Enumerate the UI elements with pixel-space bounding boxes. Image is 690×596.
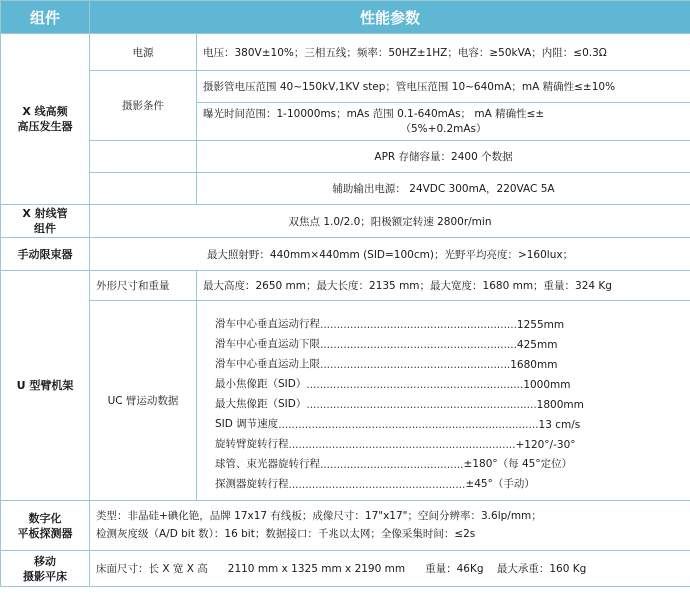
collimator-name: 手动限束器 [1, 238, 90, 271]
header-performance: 性能参数 [90, 1, 690, 34]
aux-label-empty [90, 173, 197, 205]
collimator-row [1, 238, 690, 271]
header-component: 组件 [1, 1, 90, 34]
xray-tube-value: 双焦点 1.0/2.0；阳极额定转速 2800r/min [90, 205, 690, 238]
motion-item: 探测器旋转行程 ..................................................... ±45°（手动） [215, 477, 535, 491]
apr-row [1, 141, 690, 173]
aux-power-value: 辅助输出电源： 24VDC 300mA，220VAC 5A [197, 173, 690, 205]
detector-name: 数字化 平板探测器 [1, 501, 90, 551]
detector-row [1, 501, 690, 551]
xray-tube-name: X 射线管 组件 [1, 205, 90, 238]
motion-item: 滑车中心垂直运动下限 ........................................................... 425mm [215, 337, 558, 351]
apr-label-empty [90, 141, 197, 173]
detector-value: 类型：非晶硅+碘化铯，品牌 17x17 有线板；成像尺寸：17"x17"；空间分辨率：3.6lp/mm； 检测灰度级（A/D bit 数）：16 bit；数据接口：千兆以太网；全像采集时间：≤2s [90, 501, 690, 551]
u-arm-motion-list [197, 301, 690, 501]
u-arm-motion-label: UC 臂运动数据 [90, 301, 197, 501]
motion-item: 滑车中心垂直运动行程 ........................................................... 1255mm [215, 317, 565, 331]
collimator-value: 最大照射野：440mm×440mm (SID=100cm)；光野平均亮度：>160lux； [90, 238, 690, 271]
exposure-kv-value: 摄影管电压范围 40~150kV,1KV step；管电压范围 10~640mA；mA 精确性≤±10% [197, 71, 690, 103]
motion-item: 最小焦像距（SID） ................................................................. 1000mm [215, 377, 571, 391]
motion-item: SID 调节速度 .............................................................................. 13 cm/s [215, 417, 581, 431]
apr-value: APR 存储容量：2400 个数据 [197, 141, 690, 173]
mobile-table-value: 床面尺寸：长 X 宽 X 高 2110 mm x 1325 mm x 2190 mm 重量：46Kg 最大承重：160 Kg [90, 551, 690, 587]
u-arm-name: U 型臂机架 [1, 271, 90, 501]
power-value: 电压：380V±10%；三相五线；频率：50HZ±1HZ；电容：≥50kVA；内阻：≤0.3Ω [197, 34, 690, 71]
power-label: 电源 [90, 34, 197, 71]
mobile-table-row [1, 551, 690, 587]
motion-item: 滑车中心垂直运动上限 ......................................................... 1680mm [215, 357, 558, 371]
exposure-label: 摄影条件 [90, 71, 197, 141]
aux-power-row [1, 173, 690, 205]
mobile-table-name: 移动 摄影平床 [1, 551, 90, 587]
exposure-time-value: 曝光时间范围：1-10000ms；mAs 范围 0.1-640mAs； mA 精确性≤± （5%+0.2mAs） [197, 103, 690, 141]
u-arm-motion-row [1, 301, 690, 501]
xray-generator-name: X 线高频 高压发生器 [1, 34, 90, 205]
header-row [1, 1, 690, 34]
exposure-kv-row [1, 71, 690, 103]
u-arm-dims-label: 外形尺寸和重量 [90, 271, 197, 301]
motion-item: 最大焦像距（SID） ..................................................................... 1800mm [215, 397, 584, 411]
u-arm-dims-value: 最大高度：2650 mm；最大长度：2135 mm；最大宽度：1680 mm；重量：324 Kg [197, 271, 690, 301]
motion-item: 旋转臂旋转行程 .................................................................... +120°/-30° [215, 437, 576, 451]
xray-tube-row [1, 205, 690, 238]
motion-item: 球管、束光器旋转行程 ........................................... ±180°（每 45°定位） [215, 457, 573, 471]
xray-generator-power-row [1, 34, 690, 71]
u-arm-dims-row [1, 271, 690, 301]
